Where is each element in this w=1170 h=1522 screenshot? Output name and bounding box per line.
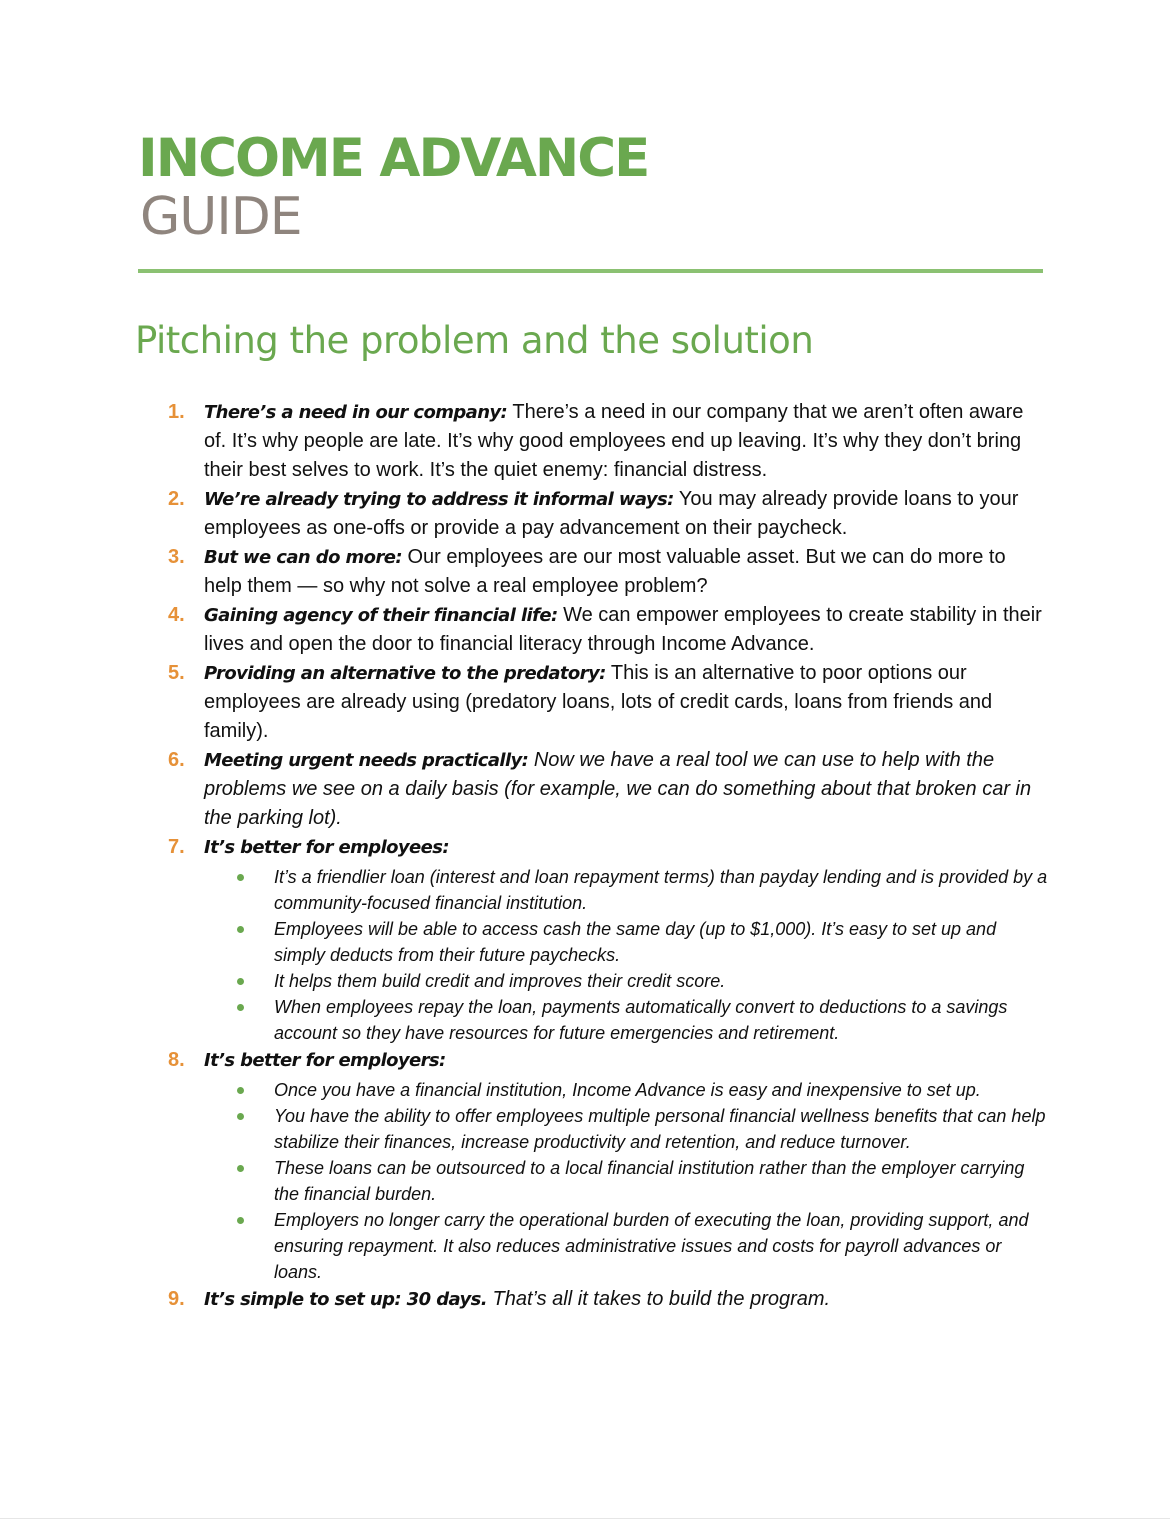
sub-list-item: It’s a friendlier loan (interest and loan repayment terms) than payday lending and is provided by a community-focused financial institution. <box>204 864 1048 916</box>
bullet-icon <box>237 1113 244 1120</box>
page-bottom-edge <box>0 1518 1170 1519</box>
sub-list-item: It helps them build credit and improves their credit score. <box>204 968 1048 994</box>
item-number: 4. <box>168 604 185 626</box>
item-lead: We’re already trying to address it informal ways: <box>204 489 674 510</box>
bullet-icon <box>237 1217 244 1224</box>
item-lead: Providing an alternative to the predatory: <box>204 663 606 684</box>
list-item <box>168 659 1048 746</box>
pitch-list <box>168 398 1048 1314</box>
bullet-icon <box>237 1165 244 1172</box>
list-item <box>168 398 1048 485</box>
employee-benefits-list <box>204 864 1048 1046</box>
bullet-icon <box>237 1004 244 1011</box>
list-item <box>168 1285 1048 1314</box>
list-item <box>168 1046 1048 1285</box>
sub-list-item: Once you have a financial institution, Income Advance is easy and inexpensive to set up. <box>204 1077 1048 1103</box>
sub-list-item: These loans can be outsourced to a local financial institution rather than the employer carrying the financial burden. <box>204 1155 1048 1207</box>
list-item <box>168 746 1048 833</box>
item-number: 1. <box>168 401 185 423</box>
section-heading: Pitching the problem and the solution <box>135 319 814 362</box>
item-text: You may already provide loans to your employees as one-offs or provide a pay advancement on their paycheck. <box>204 488 1019 539</box>
item-number: 7. <box>168 836 185 858</box>
sub-list-item: Employers no longer carry the operational burden of executing the loan, providing support, and ensuring repayment. It also reduces administrative issues and costs for payroll advances or loans. <box>204 1207 1048 1285</box>
item-lead: But we can do more: <box>204 547 402 568</box>
list-item <box>168 601 1048 659</box>
bullet-icon <box>237 978 244 985</box>
item-number: 6. <box>168 749 185 771</box>
item-lead: It’s simple to set up: 30 days. <box>204 1289 487 1310</box>
item-text: That’s all it takes to build the program. <box>486 1288 831 1310</box>
item-text: Now we have a real tool we can use to help with the problems we see on a daily basis (for example, we can do something about that broken car in the parking lot). <box>204 749 1032 829</box>
sub-list-item: You have the ability to offer employees multiple personal financial wellness benefits that can help stabilize their finances, increase productivity and retention, and reduce turnover. <box>204 1103 1048 1155</box>
item-number: 5. <box>168 662 185 684</box>
sub-list-item: Employees will be able to access cash the same day (up to $1,000). It’s easy to set up and simply deducts from their future paychecks. <box>204 916 1048 968</box>
item-number: 9. <box>168 1288 185 1310</box>
bullet-icon <box>237 1087 244 1094</box>
item-text: We can empower employees to create stability in their lives and open the door to financial literacy through Income Advance. <box>204 604 1042 655</box>
list-item <box>168 543 1048 601</box>
header-divider <box>138 269 1043 273</box>
item-text: This is an alternative to poor options our employees are already using (predatory loans, lots of credit cards, loans from friends and family). <box>204 662 993 742</box>
employer-benefits-list <box>204 1077 1048 1285</box>
item-text: There’s a need in our company that we aren’t often aware of. It’s why people are late. It’s why good employees end up leaving. It’s why they don’t bring their best selves to work. It’s the quiet enemy: financial distress. <box>204 401 1024 481</box>
item-lead: It’s better for employers: <box>204 1050 446 1071</box>
item-lead: There’s a need in our company: <box>204 402 508 423</box>
item-lead: Meeting urgent needs practically: <box>204 750 529 771</box>
bullet-icon <box>237 926 244 933</box>
item-text: Our employees are our most valuable asset. But we can do more to help them — so why not solve a real employee problem? <box>204 546 1006 597</box>
sub-list-item: When employees repay the loan, payments automatically convert to deductions to a savings account so they have resources for future emergencies and retirement. <box>204 994 1048 1046</box>
logo-subtitle: GUIDE <box>140 187 302 247</box>
item-number: 3. <box>168 546 185 568</box>
list-item <box>168 485 1048 543</box>
item-number: 8. <box>168 1049 185 1071</box>
item-lead: Gaining agency of their financial life: <box>204 605 558 626</box>
item-lead: It’s better for employees: <box>204 837 449 858</box>
bullet-icon <box>237 874 244 881</box>
list-item <box>168 833 1048 1046</box>
logo-title: INCOME ADVANCE <box>138 128 649 189</box>
item-number: 2. <box>168 488 185 510</box>
